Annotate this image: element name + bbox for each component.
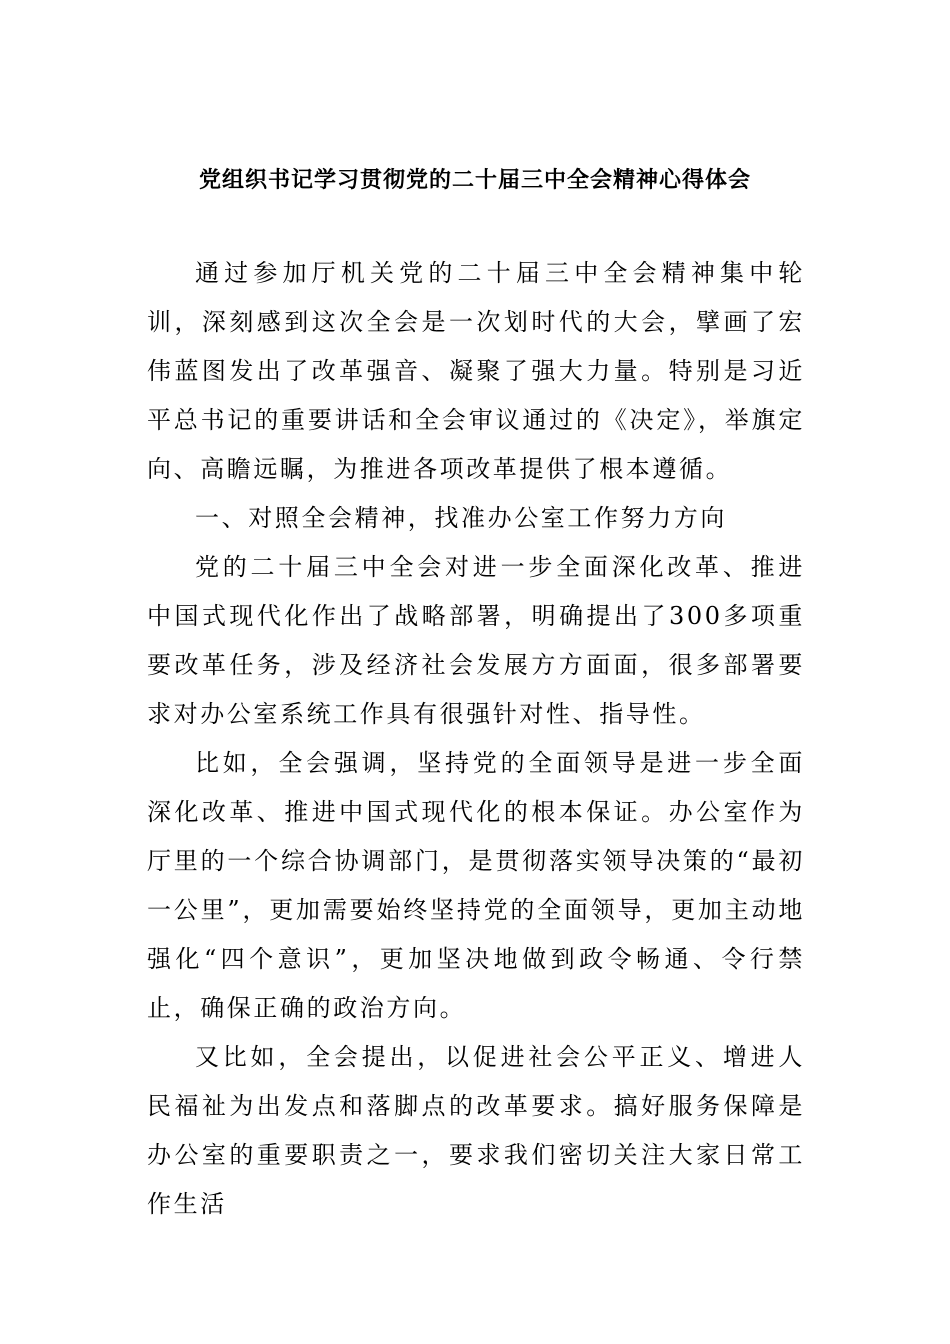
paragraph-example-1: 比如，全会强调，坚持党的全面领导是进一步全面深化改革、推进中国式现代化的根本保证。办公室作为厅里的一个综合协调部门，是贯彻落实领导决策的“最初一公里”，更加需要始终坚持党的全面领导，更加主动地强化“四个意识”，更加坚决地做到政令畅通、令行禁止，确保正确的政治方向。 — [147, 749, 805, 1022]
section-heading-1: 一、对照全会精神，找准办公室工作努力方向 — [195, 504, 727, 532]
paragraph-section-1: 党的二十届三中全会对进一步全面深化改革、推进中国式现代化作出了战略部署，明确提出了300多项重要改革任务，涉及经济社会发展方方面面，很多部署要求对办公室系统工作具有很强针对性、指导性。 — [147, 553, 805, 728]
document-title: 党组织书记学习贯彻党的二十届三中全会精神心得体会 — [198, 167, 751, 193]
document-body — [147, 249, 805, 1229]
paragraph-intro: 通过参加厅机关党的二十届三中全会精神集中轮训，深刻感到这次全会是一次划时代的大会，擘画了宏伟蓝图发出了改革强音、凝聚了强大力量。特别是习近平总书记的重要讲话和全会审议通过的《决定》，举旗定向、高瞻远瞩，为推进各项改革提供了根本遵循。 — [147, 259, 805, 483]
paragraph-example-2: 又比如，全会提出，以促进社会公平正义、增进人民福祉为出发点和落脚点的改革要求。搞好服务保障是办公室的重要职责之一，要求我们密切关注大家日常工作生活 — [147, 1043, 805, 1218]
